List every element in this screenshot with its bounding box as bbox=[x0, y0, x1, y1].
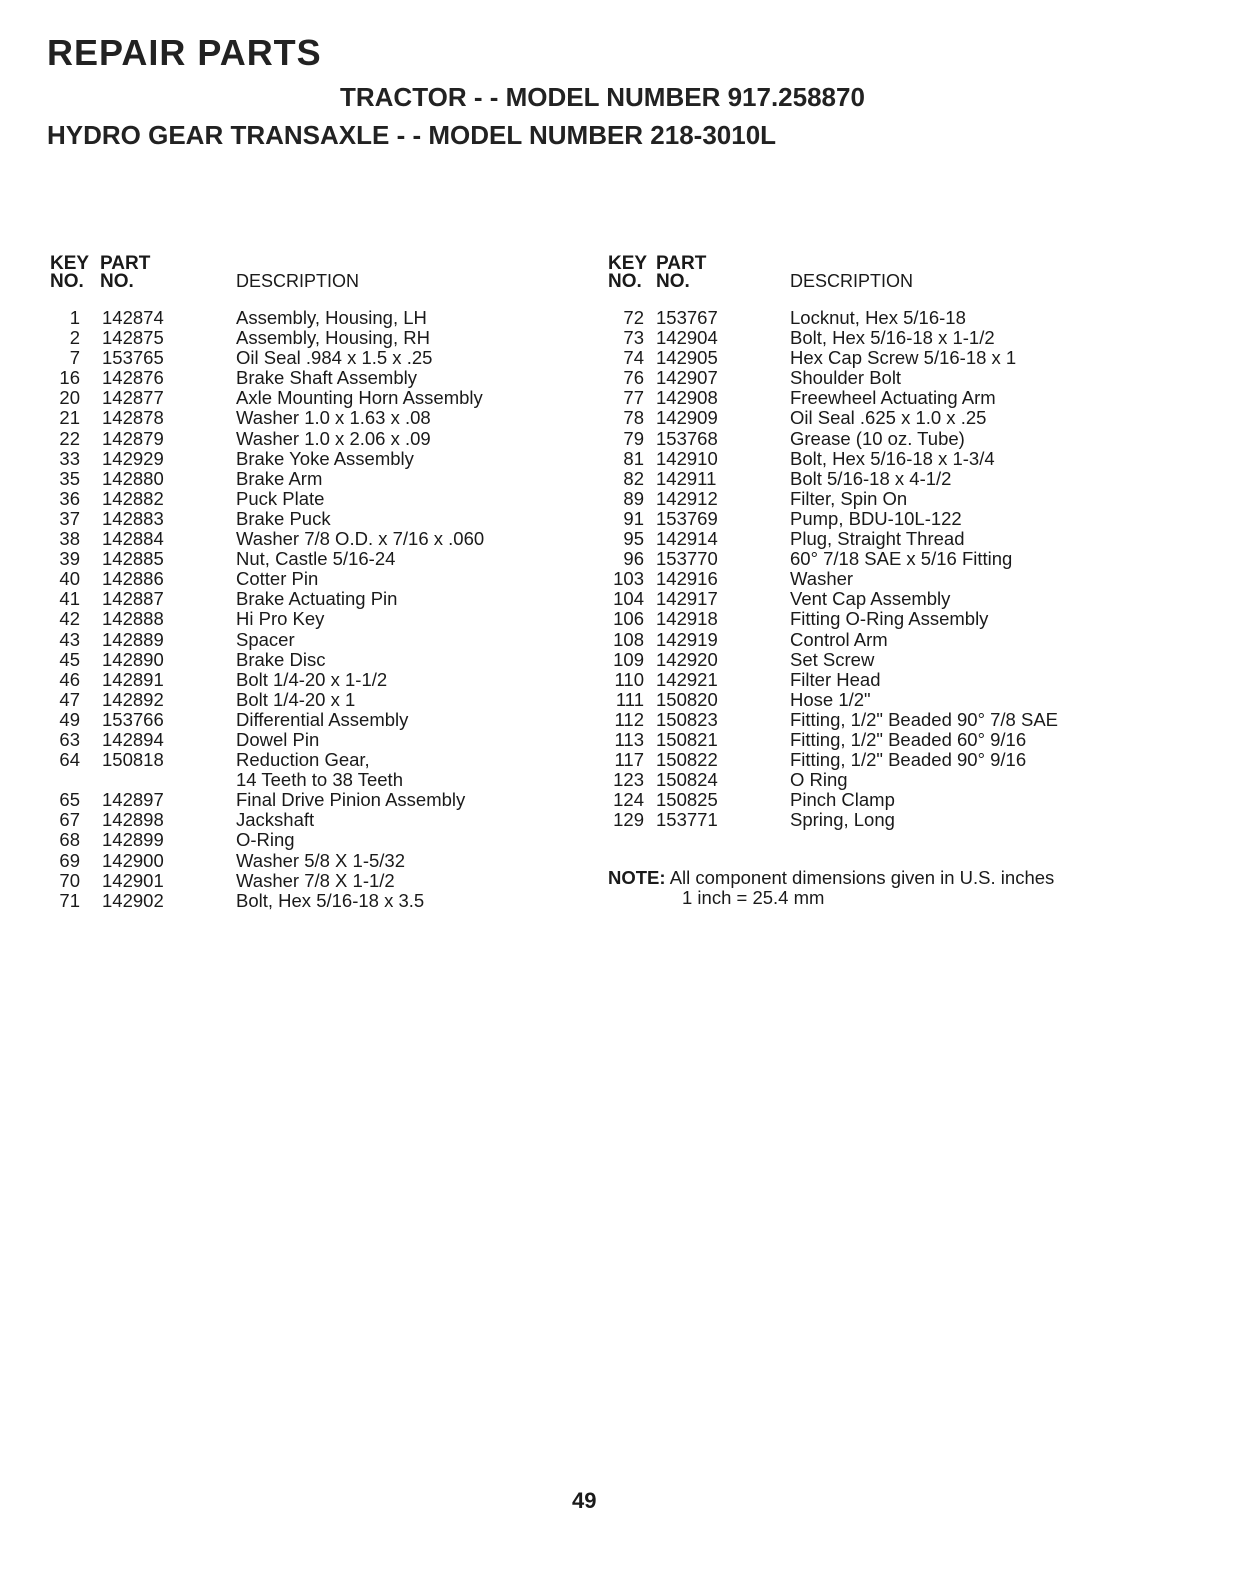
key-no: 64 bbox=[59, 749, 80, 771]
key-no: 103 bbox=[613, 568, 644, 590]
part-description: Hi Pro Key bbox=[236, 608, 325, 630]
key-no: 77 bbox=[623, 387, 644, 409]
part-description: Brake Puck bbox=[236, 507, 331, 529]
part-description: Reduction Gear, bbox=[236, 749, 370, 771]
part-description: 14 Teeth to 38 Teeth bbox=[236, 769, 403, 791]
part-description: O-Ring bbox=[236, 829, 295, 851]
part-description: Brake Actuating Pin bbox=[236, 588, 398, 610]
key-no: 106 bbox=[613, 608, 644, 630]
part-description: Hose 1/2" bbox=[790, 688, 871, 710]
part-no: 142880 bbox=[102, 467, 164, 489]
part-no: 142877 bbox=[102, 387, 164, 409]
part-no: 142898 bbox=[102, 809, 164, 831]
key-no: 46 bbox=[59, 668, 80, 690]
part-no: 150825 bbox=[656, 789, 718, 811]
part-description: Final Drive Pinion Assembly bbox=[236, 789, 466, 811]
part-no: 142900 bbox=[102, 849, 164, 871]
key-no: 111 bbox=[615, 688, 644, 710]
tractor-model-heading: TRACTOR - - MODEL NUMBER 917.258870 bbox=[340, 82, 865, 112]
key-no-header: NO. bbox=[608, 271, 642, 292]
part-no: 142908 bbox=[656, 387, 718, 409]
part-no: 142890 bbox=[102, 648, 164, 670]
key-no: 89 bbox=[623, 487, 644, 509]
description-header: DESCRIPTION bbox=[236, 271, 360, 291]
part-no: 150818 bbox=[102, 749, 164, 771]
part-description: Locknut, Hex 5/16-18 bbox=[790, 307, 966, 328]
key-no: 113 bbox=[614, 728, 644, 750]
key-no: 45 bbox=[59, 648, 80, 670]
part-no: 142910 bbox=[656, 447, 718, 469]
part-description: Bolt 1/4-20 x 1 bbox=[236, 688, 356, 710]
part-no: 153768 bbox=[656, 427, 718, 449]
part-no: 142875 bbox=[102, 327, 164, 349]
transaxle-model-heading: HYDRO GEAR TRANSAXLE - - MODEL NUMBER 218-3010L bbox=[47, 120, 777, 150]
part-description: Cotter Pin bbox=[236, 568, 319, 590]
part-no: 142916 bbox=[656, 568, 718, 590]
key-no: 81 bbox=[623, 447, 644, 469]
page-number: 49 bbox=[572, 1488, 597, 1513]
part-no: 150822 bbox=[656, 749, 718, 771]
key-no: 104 bbox=[613, 588, 644, 610]
part-description: Plug, Straight Thread bbox=[790, 528, 965, 550]
part-description: Washer 1.0 x 2.06 x .09 bbox=[236, 427, 431, 449]
part-header: PART bbox=[656, 253, 707, 274]
key-no: 37 bbox=[59, 507, 80, 529]
part-description: Bolt 5/16-18 x 4-1/2 bbox=[790, 467, 952, 489]
key-no: 96 bbox=[623, 548, 644, 570]
key-no: 95 bbox=[623, 528, 644, 550]
part-no: 142888 bbox=[102, 608, 164, 630]
part-description: Washer 5/8 X 1-5/32 bbox=[236, 849, 405, 871]
part-description: Grease (10 oz. Tube) bbox=[790, 427, 965, 449]
part-no: 150821 bbox=[656, 728, 718, 750]
part-description: Assembly, Housing, LH bbox=[236, 307, 427, 328]
key-no: 67 bbox=[59, 809, 80, 831]
part-no: 142891 bbox=[102, 668, 164, 690]
key-no: 73 bbox=[623, 327, 644, 349]
key-no: 68 bbox=[59, 829, 80, 851]
part-no: 142883 bbox=[102, 507, 164, 529]
part-no: 142901 bbox=[102, 869, 164, 891]
part-no: 142918 bbox=[656, 608, 718, 630]
key-no: 71 bbox=[59, 889, 80, 911]
part-description: Vent Cap Assembly bbox=[790, 588, 951, 610]
part-no: 142882 bbox=[102, 487, 164, 509]
key-no: 82 bbox=[623, 467, 644, 489]
part-no-header: NO. bbox=[656, 271, 690, 292]
part-description: Shoulder Bolt bbox=[790, 367, 902, 389]
part-no: 142884 bbox=[102, 528, 164, 550]
part-no: 142899 bbox=[102, 829, 164, 851]
part-no: 153766 bbox=[102, 708, 164, 730]
part-header: PART bbox=[100, 253, 151, 274]
part-description: Washer 7/8 X 1-1/2 bbox=[236, 869, 395, 891]
key-no: 20 bbox=[59, 387, 80, 409]
part-no: 142907 bbox=[656, 367, 718, 389]
key-no-header: NO. bbox=[50, 271, 84, 292]
key-no: 74 bbox=[623, 347, 644, 369]
part-no: 142905 bbox=[656, 347, 718, 369]
key-no: 124 bbox=[613, 789, 644, 811]
key-no: 109 bbox=[613, 648, 644, 670]
key-no: 47 bbox=[59, 688, 80, 710]
part-no: 142929 bbox=[102, 447, 164, 469]
part-no: 142919 bbox=[656, 628, 718, 650]
part-description: Washer 7/8 O.D. x 7/16 x .060 bbox=[236, 528, 485, 550]
key-no: 49 bbox=[59, 708, 80, 730]
part-no: 142914 bbox=[656, 528, 718, 550]
part-no: 142892 bbox=[102, 688, 164, 710]
part-no: 142911 bbox=[656, 467, 717, 489]
part-description: Brake Shaft Assembly bbox=[236, 367, 417, 389]
part-description: Bolt, Hex 5/16-18 x 3.5 bbox=[236, 889, 425, 911]
key-no: 91 bbox=[623, 507, 644, 529]
part-description: Spacer bbox=[236, 628, 295, 650]
part-description: Fitting, 1/2" Beaded 90° 9/16 bbox=[790, 749, 1027, 771]
part-description: Washer 1.0 x 1.63 x .08 bbox=[236, 407, 431, 429]
part-description: Bolt 1/4-20 x 1-1/2 bbox=[236, 668, 388, 690]
part-description: Oil Seal .984 x 1.5 x .25 bbox=[236, 347, 433, 369]
key-no: 65 bbox=[59, 789, 80, 811]
part-description: Bolt, Hex 5/16-18 x 1-1/2 bbox=[790, 327, 995, 349]
part-no: 153765 bbox=[102, 347, 164, 369]
part-description: Axle Mounting Horn Assembly bbox=[236, 387, 483, 409]
part-no: 150824 bbox=[656, 769, 718, 791]
part-no: 142874 bbox=[102, 307, 164, 328]
part-no: 142886 bbox=[102, 568, 164, 590]
part-description: Spring, Long bbox=[790, 809, 895, 831]
key-no: 2 bbox=[69, 327, 80, 349]
part-description: Bolt, Hex 5/16-18 x 1-3/4 bbox=[790, 447, 995, 469]
part-no: 142897 bbox=[102, 789, 164, 811]
part-description: Filter, Spin On bbox=[790, 487, 908, 509]
key-no: 79 bbox=[623, 427, 644, 449]
part-description: Washer bbox=[790, 568, 854, 590]
part-no: 153771 bbox=[656, 809, 718, 831]
part-no: 142878 bbox=[102, 407, 164, 429]
part-description: Pump, BDU-10L-122 bbox=[790, 507, 962, 529]
key-no: 70 bbox=[59, 869, 80, 891]
key-header: KEY bbox=[608, 253, 648, 274]
key-no: 33 bbox=[59, 447, 80, 469]
key-no: 1 bbox=[69, 307, 80, 328]
key-no: 117 bbox=[614, 749, 644, 771]
part-description: Hex Cap Screw 5/16-18 x 1 bbox=[790, 347, 1017, 369]
part-description: Assembly, Housing, RH bbox=[236, 327, 430, 349]
part-description: O Ring bbox=[790, 769, 848, 791]
part-description: Brake Arm bbox=[236, 467, 323, 489]
part-no: 142902 bbox=[102, 889, 164, 911]
key-no: 22 bbox=[59, 427, 80, 449]
part-no: 142887 bbox=[102, 588, 164, 610]
key-no: 110 bbox=[614, 668, 644, 690]
key-no: 112 bbox=[614, 708, 644, 730]
part-no: 150823 bbox=[656, 708, 718, 730]
part-no: 153767 bbox=[656, 307, 718, 328]
part-description: Nut, Castle 5/16-24 bbox=[236, 548, 396, 570]
part-no: 142889 bbox=[102, 628, 164, 650]
note-label: NOTE: bbox=[608, 867, 666, 888]
key-no: 108 bbox=[613, 628, 644, 650]
part-description: Puck Plate bbox=[236, 487, 325, 509]
part-description: Control Arm bbox=[790, 628, 888, 650]
key-header: KEY bbox=[50, 253, 90, 274]
note-conversion: 1 inch = 25.4 mm bbox=[682, 887, 825, 908]
part-description: Jackshaft bbox=[236, 809, 315, 831]
part-no: 142885 bbox=[102, 548, 164, 570]
key-no: 16 bbox=[59, 367, 80, 389]
part-no-header: NO. bbox=[100, 271, 134, 292]
key-no: 38 bbox=[59, 528, 80, 550]
part-no: 153769 bbox=[656, 507, 718, 529]
page-title: REPAIR PARTS bbox=[47, 32, 322, 73]
key-no: 35 bbox=[59, 467, 80, 489]
key-no: 76 bbox=[623, 367, 644, 389]
key-no: 78 bbox=[623, 407, 644, 429]
part-description: Differential Assembly bbox=[236, 708, 409, 730]
description-header: DESCRIPTION bbox=[790, 271, 914, 291]
part-description: 60° 7/18 SAE x 5/16 Fitting bbox=[790, 548, 1013, 570]
part-description: Freewheel Actuating Arm bbox=[790, 387, 996, 409]
part-description: Set Screw bbox=[790, 648, 875, 670]
key-no: 40 bbox=[59, 568, 80, 590]
part-description: Filter Head bbox=[790, 668, 881, 690]
part-description: Fitting, 1/2" Beaded 60° 9/16 bbox=[790, 728, 1027, 750]
part-no: 142904 bbox=[656, 327, 718, 349]
part-description: Dowel Pin bbox=[236, 728, 320, 750]
part-description: Fitting O-Ring Assembly bbox=[790, 608, 989, 630]
key-no: 39 bbox=[59, 548, 80, 570]
part-description: Oil Seal .625 x 1.0 x .25 bbox=[790, 407, 987, 429]
part-no: 142909 bbox=[656, 407, 718, 429]
key-no: 42 bbox=[59, 608, 80, 630]
key-no: 41 bbox=[59, 588, 80, 610]
part-no: 142917 bbox=[656, 588, 718, 610]
key-no: 43 bbox=[59, 628, 80, 650]
key-no: 129 bbox=[613, 809, 644, 831]
part-no: 142920 bbox=[656, 648, 718, 670]
part-no: 142912 bbox=[656, 487, 718, 509]
part-description: Brake Disc bbox=[236, 648, 326, 670]
note bbox=[608, 868, 1054, 908]
part-description: Fitting, 1/2" Beaded 90° 7/8 SAE bbox=[790, 708, 1058, 730]
part-no: 153770 bbox=[656, 548, 718, 570]
key-no: 72 bbox=[623, 307, 644, 328]
key-no: 36 bbox=[59, 487, 80, 509]
key-no: 69 bbox=[59, 849, 80, 871]
key-no: 21 bbox=[59, 407, 80, 429]
part-no: 142921 bbox=[656, 668, 718, 690]
key-no: 7 bbox=[69, 347, 80, 369]
part-description: Brake Yoke Assembly bbox=[236, 447, 414, 469]
part-description: Pinch Clamp bbox=[790, 789, 895, 811]
part-no: 142876 bbox=[102, 367, 164, 389]
part-no: 142879 bbox=[102, 427, 164, 449]
key-no: 63 bbox=[59, 728, 80, 750]
key-no: 123 bbox=[613, 769, 644, 791]
part-no: 150820 bbox=[656, 688, 718, 710]
part-no: 142894 bbox=[102, 728, 164, 750]
note-text: All component dimensions given in U.S. inches bbox=[669, 867, 1055, 888]
